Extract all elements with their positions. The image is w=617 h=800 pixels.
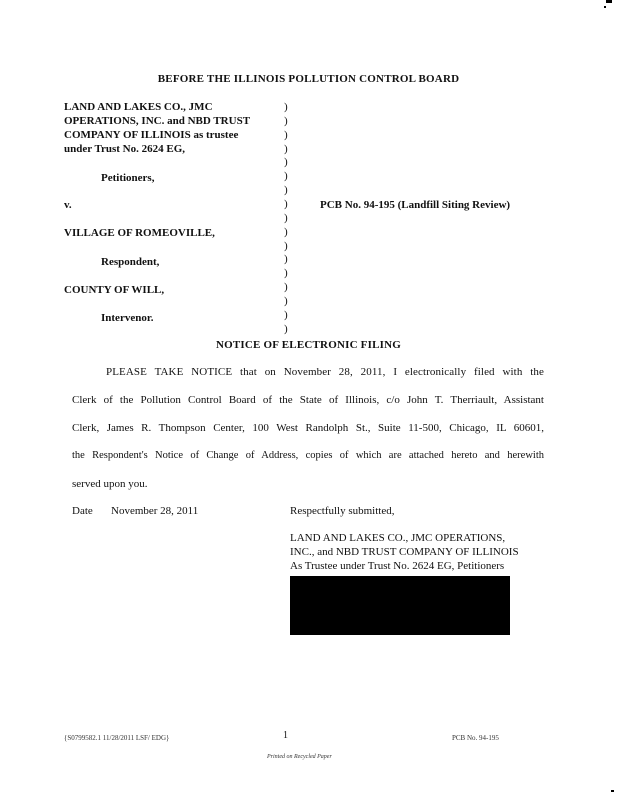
respondent-label: Respondent, bbox=[101, 256, 160, 268]
respondent-name: VILLAGE OF ROMEOVILLE, bbox=[64, 227, 215, 239]
closing-text: Respectfully submitted, bbox=[290, 505, 395, 517]
date-value: November 28, 2011 bbox=[111, 505, 199, 517]
notice-body-line-4: the Respondent's Notice of Change of Address, copies of which are attached hereto and herewith bbox=[72, 450, 544, 461]
caption-paren: ) bbox=[284, 114, 288, 127]
caption-paren: ) bbox=[284, 294, 288, 307]
caption-paren: ) bbox=[284, 281, 288, 294]
signature-party-line-3: As Trustee under Trust No. 2624 EG, Petitioners bbox=[290, 560, 505, 572]
caption-paren: ) bbox=[284, 101, 288, 113]
caption-paren: ) bbox=[284, 156, 288, 169]
page-number: 1 bbox=[283, 730, 288, 741]
date-label: Date bbox=[72, 505, 93, 517]
notice-body-line-2: Clerk of the Pollution Control Board of the State of Illinois, c/o John T. Therriault, Assistant bbox=[72, 394, 544, 406]
caption-paren: ) bbox=[284, 322, 288, 335]
notice-title: NOTICE OF ELECTRONIC FILING bbox=[216, 339, 401, 351]
caption-paren: ) bbox=[284, 267, 288, 280]
petitioners-label: Petitioners, bbox=[101, 172, 155, 184]
caption-paren: ) bbox=[284, 253, 288, 266]
caption-paren: ) bbox=[284, 128, 288, 141]
intervenor-name: COUNTY OF WILL, bbox=[64, 284, 165, 296]
case-number: PCB No. 94-195 (Landfill Siting Review) bbox=[320, 199, 511, 211]
caption-paren: ) bbox=[284, 225, 288, 238]
caption-paren: ) bbox=[284, 142, 288, 155]
petitioner-name-line-2: OPERATIONS, INC. and NBD TRUST bbox=[64, 115, 251, 127]
caption-paren: ) bbox=[284, 211, 288, 224]
caption-paren: ) bbox=[284, 308, 288, 321]
redacted-signature bbox=[290, 576, 510, 635]
petitioner-name-line-1: LAND AND LAKES CO., JMC bbox=[64, 101, 213, 113]
signature-party-line-2: INC., and NBD TRUST COMPANY OF ILLINOIS bbox=[290, 546, 519, 558]
caption-paren: ) bbox=[284, 170, 288, 183]
scan-speck bbox=[606, 0, 612, 3]
signature-party-line-1: LAND AND LAKES CO., JMC OPERATIONS, bbox=[290, 532, 506, 544]
notice-body-line-3: Clerk, James R. Thompson Center, 100 West Randolph St., Suite 11-500, Chicago, IL 60601, bbox=[72, 422, 544, 434]
scan-speck bbox=[611, 790, 614, 792]
intervenor-label: Intervenor. bbox=[101, 312, 154, 324]
footer-case-ref: PCB No. 94-195 bbox=[452, 734, 499, 742]
caption-paren: ) bbox=[284, 184, 288, 197]
notice-body-line-1: PLEASE TAKE NOTICE that on November 28, 2011, I electronically filed with the bbox=[106, 366, 544, 378]
petitioner-name-line-3: COMPANY OF ILLINOIS as trustee bbox=[64, 129, 239, 141]
notice-body-line-5: served upon you. bbox=[72, 478, 148, 490]
board-title: BEFORE THE ILLINOIS POLLUTION CONTROL BOARD bbox=[157, 73, 460, 85]
versus-label: v. bbox=[64, 199, 72, 211]
petitioner-name-line-4: under Trust No. 2624 EG, bbox=[64, 143, 186, 155]
scan-speck bbox=[604, 6, 606, 8]
footer-doc-id: {S0799582.1 11/28/2011 LSF/ EDG} bbox=[64, 734, 170, 742]
printed-note: Printed on Recycled Paper bbox=[267, 754, 332, 760]
caption-paren: ) bbox=[284, 197, 288, 210]
caption-paren: ) bbox=[284, 239, 288, 252]
